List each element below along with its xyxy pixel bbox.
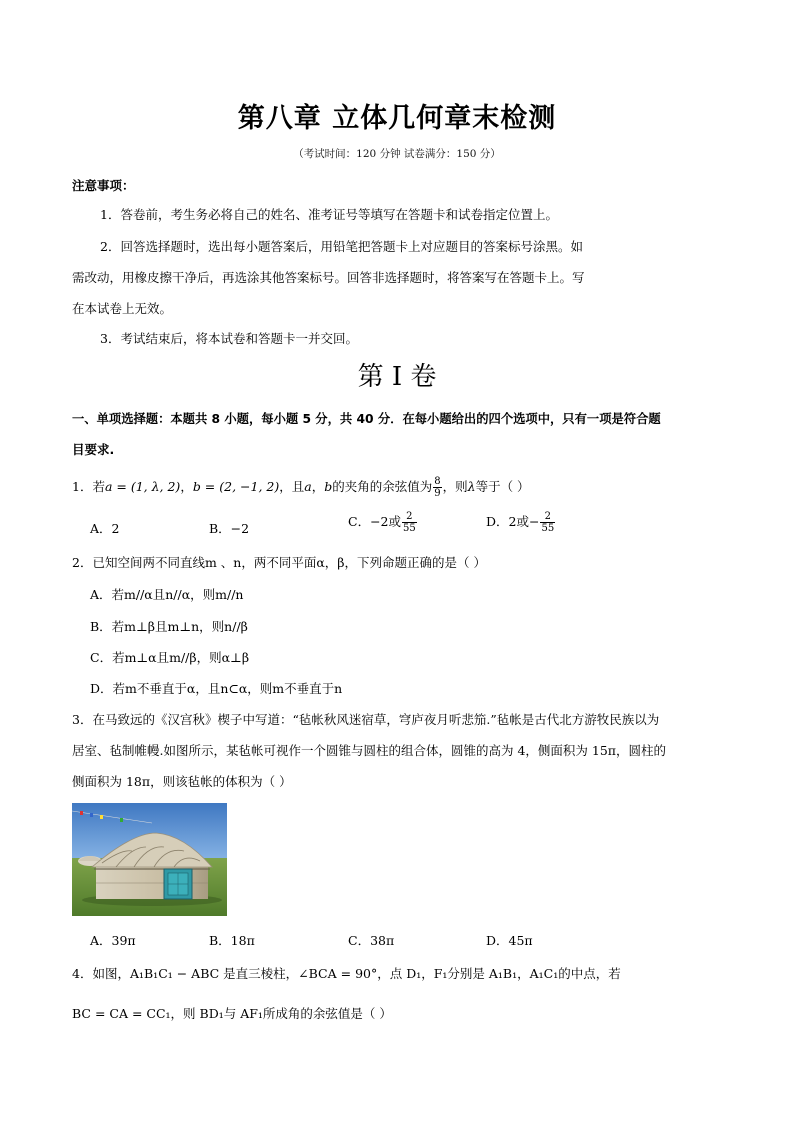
vector-b: b = (2, −1, 2): [192, 479, 280, 494]
q1-mid-text: ，且: [279, 479, 305, 494]
question-3-line-2: 居室、毡制帷幔.如图所示，某毡帐可视作一个圆锥与圆柱的组合体，圆锥的高为 4，侧面积为 15π，圆柱的: [72, 743, 666, 758]
q1-text-3: ，则: [442, 479, 468, 494]
question-4-line-2: BC = CA = CC₁，则 BD₁与 AF₁所成角的余弦值是（ ）: [72, 1006, 392, 1021]
notice-item-2-line-2: 需改动，用橡皮擦干净后，再选涂其他答案标号。回答非选择题时，将答案写在答题卡上。写: [72, 270, 585, 285]
notice-item-2-line-3: 在本试卷上无效。: [72, 301, 173, 316]
q1-comma: ，: [311, 479, 325, 494]
section-title: 第 I 卷: [357, 362, 437, 392]
yurt-photo: [72, 803, 227, 916]
q1-text-2: 的夹角的余弦值为: [332, 479, 433, 494]
notice-heading: 注意事项：: [72, 178, 135, 193]
question-4-line-1: 4．如图，A₁B₁C₁ − ABC 是直三棱柱，∠BCA = 90°，点 D₁，F₁分别是 A₁B₁，A₁C₁的中点，若: [72, 966, 621, 981]
q2-option-a: A．若m//α且n//α，则m//n: [90, 587, 244, 602]
q2-option-b: B．若m⊥β且m⊥n，则n//β: [90, 619, 248, 634]
vector-a: a = (1, λ, 2): [104, 479, 181, 494]
q3-option-b: B．18π: [209, 933, 255, 948]
q1-b: b: [324, 479, 333, 494]
question-2-stem: 2．已知空间两不同直线m 、n，两不同平面α，β，下列命题正确的是（ ）: [72, 555, 486, 570]
q1-lambda: λ: [467, 479, 476, 494]
q1-option-c: C．−2或 $\frac{2}{55}$: [348, 511, 416, 534]
q1-text-4: 等于（ ）: [475, 479, 530, 494]
q1-option-d: D．2或− $\frac{2}{55}$: [486, 511, 555, 534]
part1-instruction-line-2: 目要求.: [72, 442, 115, 457]
q3-option-c: C．38π: [348, 933, 395, 948]
q1-option-a: A．2: [90, 521, 120, 536]
q2-option-c: C．若m⊥α且m//β，则α⊥β: [90, 650, 250, 665]
q2-option-d: D．若m不垂直于α，且n⊂α，则m不垂直于n: [90, 681, 343, 696]
question-3-line-1: 3．在马致远的《汉宫秋》楔子中写道：“毡帐秋风迷宿草，穹庐夜月听悲笳.”毡帐是古代北方游牧民族以为: [72, 712, 660, 727]
fraction-8-9: $\frac{8}{9}$: [434, 476, 441, 499]
notice-item-3: 3．考试结束后，将本试卷和答题卡一并交回。: [100, 331, 358, 346]
q1-a: a: [304, 479, 312, 494]
q1-prefix: 1．若: [72, 479, 105, 494]
q3-option-d: D．45π: [486, 933, 533, 948]
q3-option-a: A．39π: [90, 933, 136, 948]
q1-separator: ，: [180, 479, 193, 494]
question-1-stem: [72, 476, 530, 499]
exam-time-info: （考试时间：120 分钟 试卷满分：150 分）: [293, 148, 501, 160]
notice-item-1: 1．答卷前，考生务必将自己的姓名、准考证号等填写在答题卡和试卷指定位置上。: [100, 207, 558, 222]
page-title: 第八章 立体几何章末检测: [237, 103, 557, 134]
notice-item-2-line-1: 2．回答选择题时，选出每小题答案后，用铅笔把答题卡上对应题目的答案标号涂黑。如: [100, 239, 583, 254]
part1-instruction-line-1: 一、单项选择题：本题共 8 小题，每小题 5 分，共 40 分．在每小题给出的四个选项中，只有一项是符合题: [72, 412, 661, 426]
q1-option-b: B．−2: [209, 521, 250, 536]
question-3-line-3: 侧面积为 18π，则该毡帐的体积为（ ）: [72, 774, 292, 789]
